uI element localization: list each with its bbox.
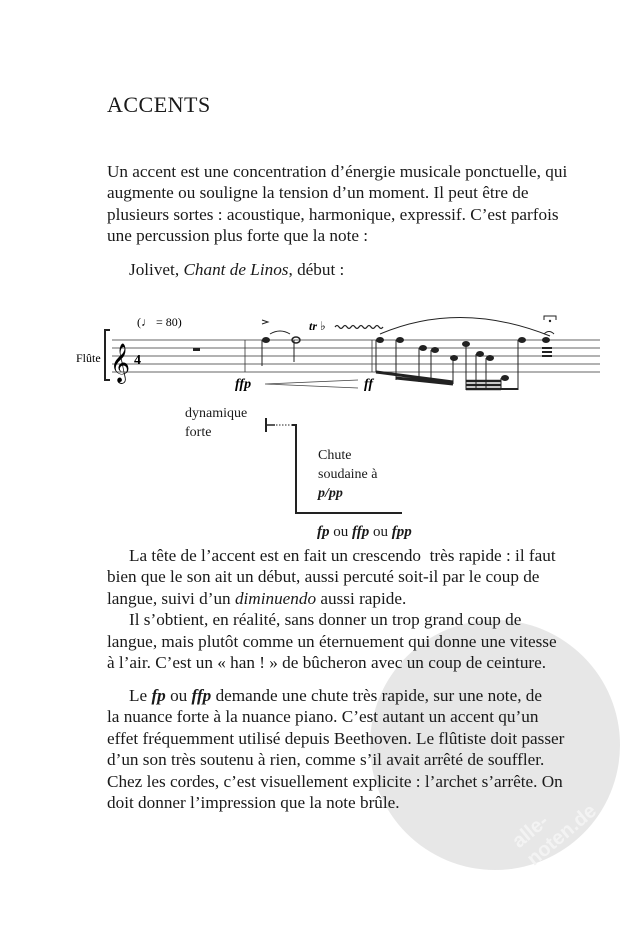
- text-line: [107, 749, 599, 770]
- music-score: [0, 300, 640, 410]
- text-segment: augmente ou souligne la tension d’un moment. Il peut être de: [107, 183, 529, 203]
- dynamic-ffp: ffp: [235, 377, 252, 392]
- text-line: [107, 566, 599, 587]
- instrument-label: Flûte: [76, 351, 101, 365]
- text-segment: ou: [369, 524, 392, 540]
- text-segment: Le: [129, 686, 152, 705]
- slur: [380, 317, 550, 336]
- time-signature: 4: [134, 353, 141, 368]
- italic-text: Chant de Linos: [183, 260, 289, 279]
- text-line: [107, 706, 599, 727]
- paragraph-intro: [107, 161, 599, 247]
- dynamic-marking: fp: [151, 686, 166, 705]
- dynamic-marking: fpp: [391, 524, 412, 540]
- treble-clef-icon: 𝄞: [110, 343, 131, 383]
- text-segment: langue, suivi d’un: [107, 588, 235, 608]
- text-segment: ou: [329, 524, 352, 540]
- accent-icon: [262, 320, 268, 324]
- text-segment: langue, mais plutôt comme un éternuement qui donne une vitesse: [107, 631, 557, 651]
- text-segment: Un accent est une concentration d’énergie musicale ponctuelle, qui: [107, 162, 568, 181]
- text-line: [107, 631, 599, 652]
- dynamic-ff: ff: [364, 377, 374, 392]
- text-line: [107, 545, 599, 566]
- watermark-text: alle-noten.de: [508, 799, 601, 871]
- dynamic-marking: ffp: [352, 524, 370, 540]
- diagram-caption: [317, 524, 412, 541]
- text-segment: doit donner l’impression que la note brûle.: [107, 793, 400, 813]
- text-line: [107, 588, 599, 609]
- text-segment: ou: [165, 686, 192, 705]
- dynamic-marking: ffp: [191, 686, 212, 705]
- label-dynamique-forte: dynamique forte: [185, 406, 248, 440]
- text-segment: effet fréquemment utilisé depuis Beethoven. Le flûtiste doit passer: [107, 728, 565, 748]
- text-segment: aussi rapide.: [316, 588, 407, 608]
- page-title: ACCENTS: [107, 92, 211, 117]
- paragraph-fp: [107, 685, 599, 813]
- crescendo-hairpin: [265, 380, 358, 388]
- text-line: [107, 652, 599, 673]
- paragraph-crescendo: [107, 545, 599, 673]
- text-segment: , début :: [288, 260, 345, 279]
- text-segment: La tête de l’accent est en fait un crescendo très rapide : il faut: [129, 546, 556, 565]
- tremolo-icon: [542, 348, 552, 356]
- text-line: [107, 182, 599, 203]
- bowing-icon: [544, 316, 556, 320]
- text-line: [107, 685, 599, 706]
- text-segment: demande une chute très rapide, sur une note, de: [211, 686, 543, 705]
- dynamic-marking: fp: [317, 524, 330, 540]
- italic-text: diminuendo: [234, 588, 317, 608]
- text-line: [107, 225, 599, 246]
- label-chute: Chute soudaine à p/pp: [318, 448, 378, 501]
- text-line: [107, 728, 599, 749]
- text-line: [107, 204, 599, 225]
- trill-mark: tr ♭: [309, 319, 326, 333]
- text-segment: une percussion plus forte que la note :: [107, 226, 369, 246]
- text-segment: bien que le son ait un début, aussi percuté soit-il par le coup de: [107, 567, 540, 587]
- text-segment: Il s’obtient, en réalité, sans donner un trop grand coup de: [129, 610, 522, 630]
- text-segment: la nuance forte à la nuance piano. C’est autant un accent qu’un: [107, 707, 539, 727]
- text-segment: Chez les cordes, c’est visuellement explicite : l’archet s’arrête. On: [107, 771, 563, 791]
- example-caption: [129, 259, 344, 280]
- text-line: [107, 161, 599, 182]
- text-segment: à l’air. C’est un « han ! » de bûcheron avec un coup de ceinture.: [107, 653, 547, 673]
- text-line: [107, 771, 599, 792]
- text-line: [107, 609, 599, 630]
- tempo-marking: (♩ = 80): [137, 315, 182, 329]
- tie: [270, 331, 290, 334]
- trill-line: [335, 326, 383, 329]
- whole-rest-icon: [193, 348, 200, 351]
- text-segment: plusieurs sortes : acoustique, harmonique, expressif. C’est parfois: [107, 204, 559, 224]
- text-line: [107, 792, 599, 813]
- fermata-icon: [544, 332, 554, 335]
- text-segment: d’un son très soutenu à rien, comme s’il avait arrêté de souffler.: [107, 750, 545, 770]
- text-segment: Jolivet,: [129, 260, 184, 279]
